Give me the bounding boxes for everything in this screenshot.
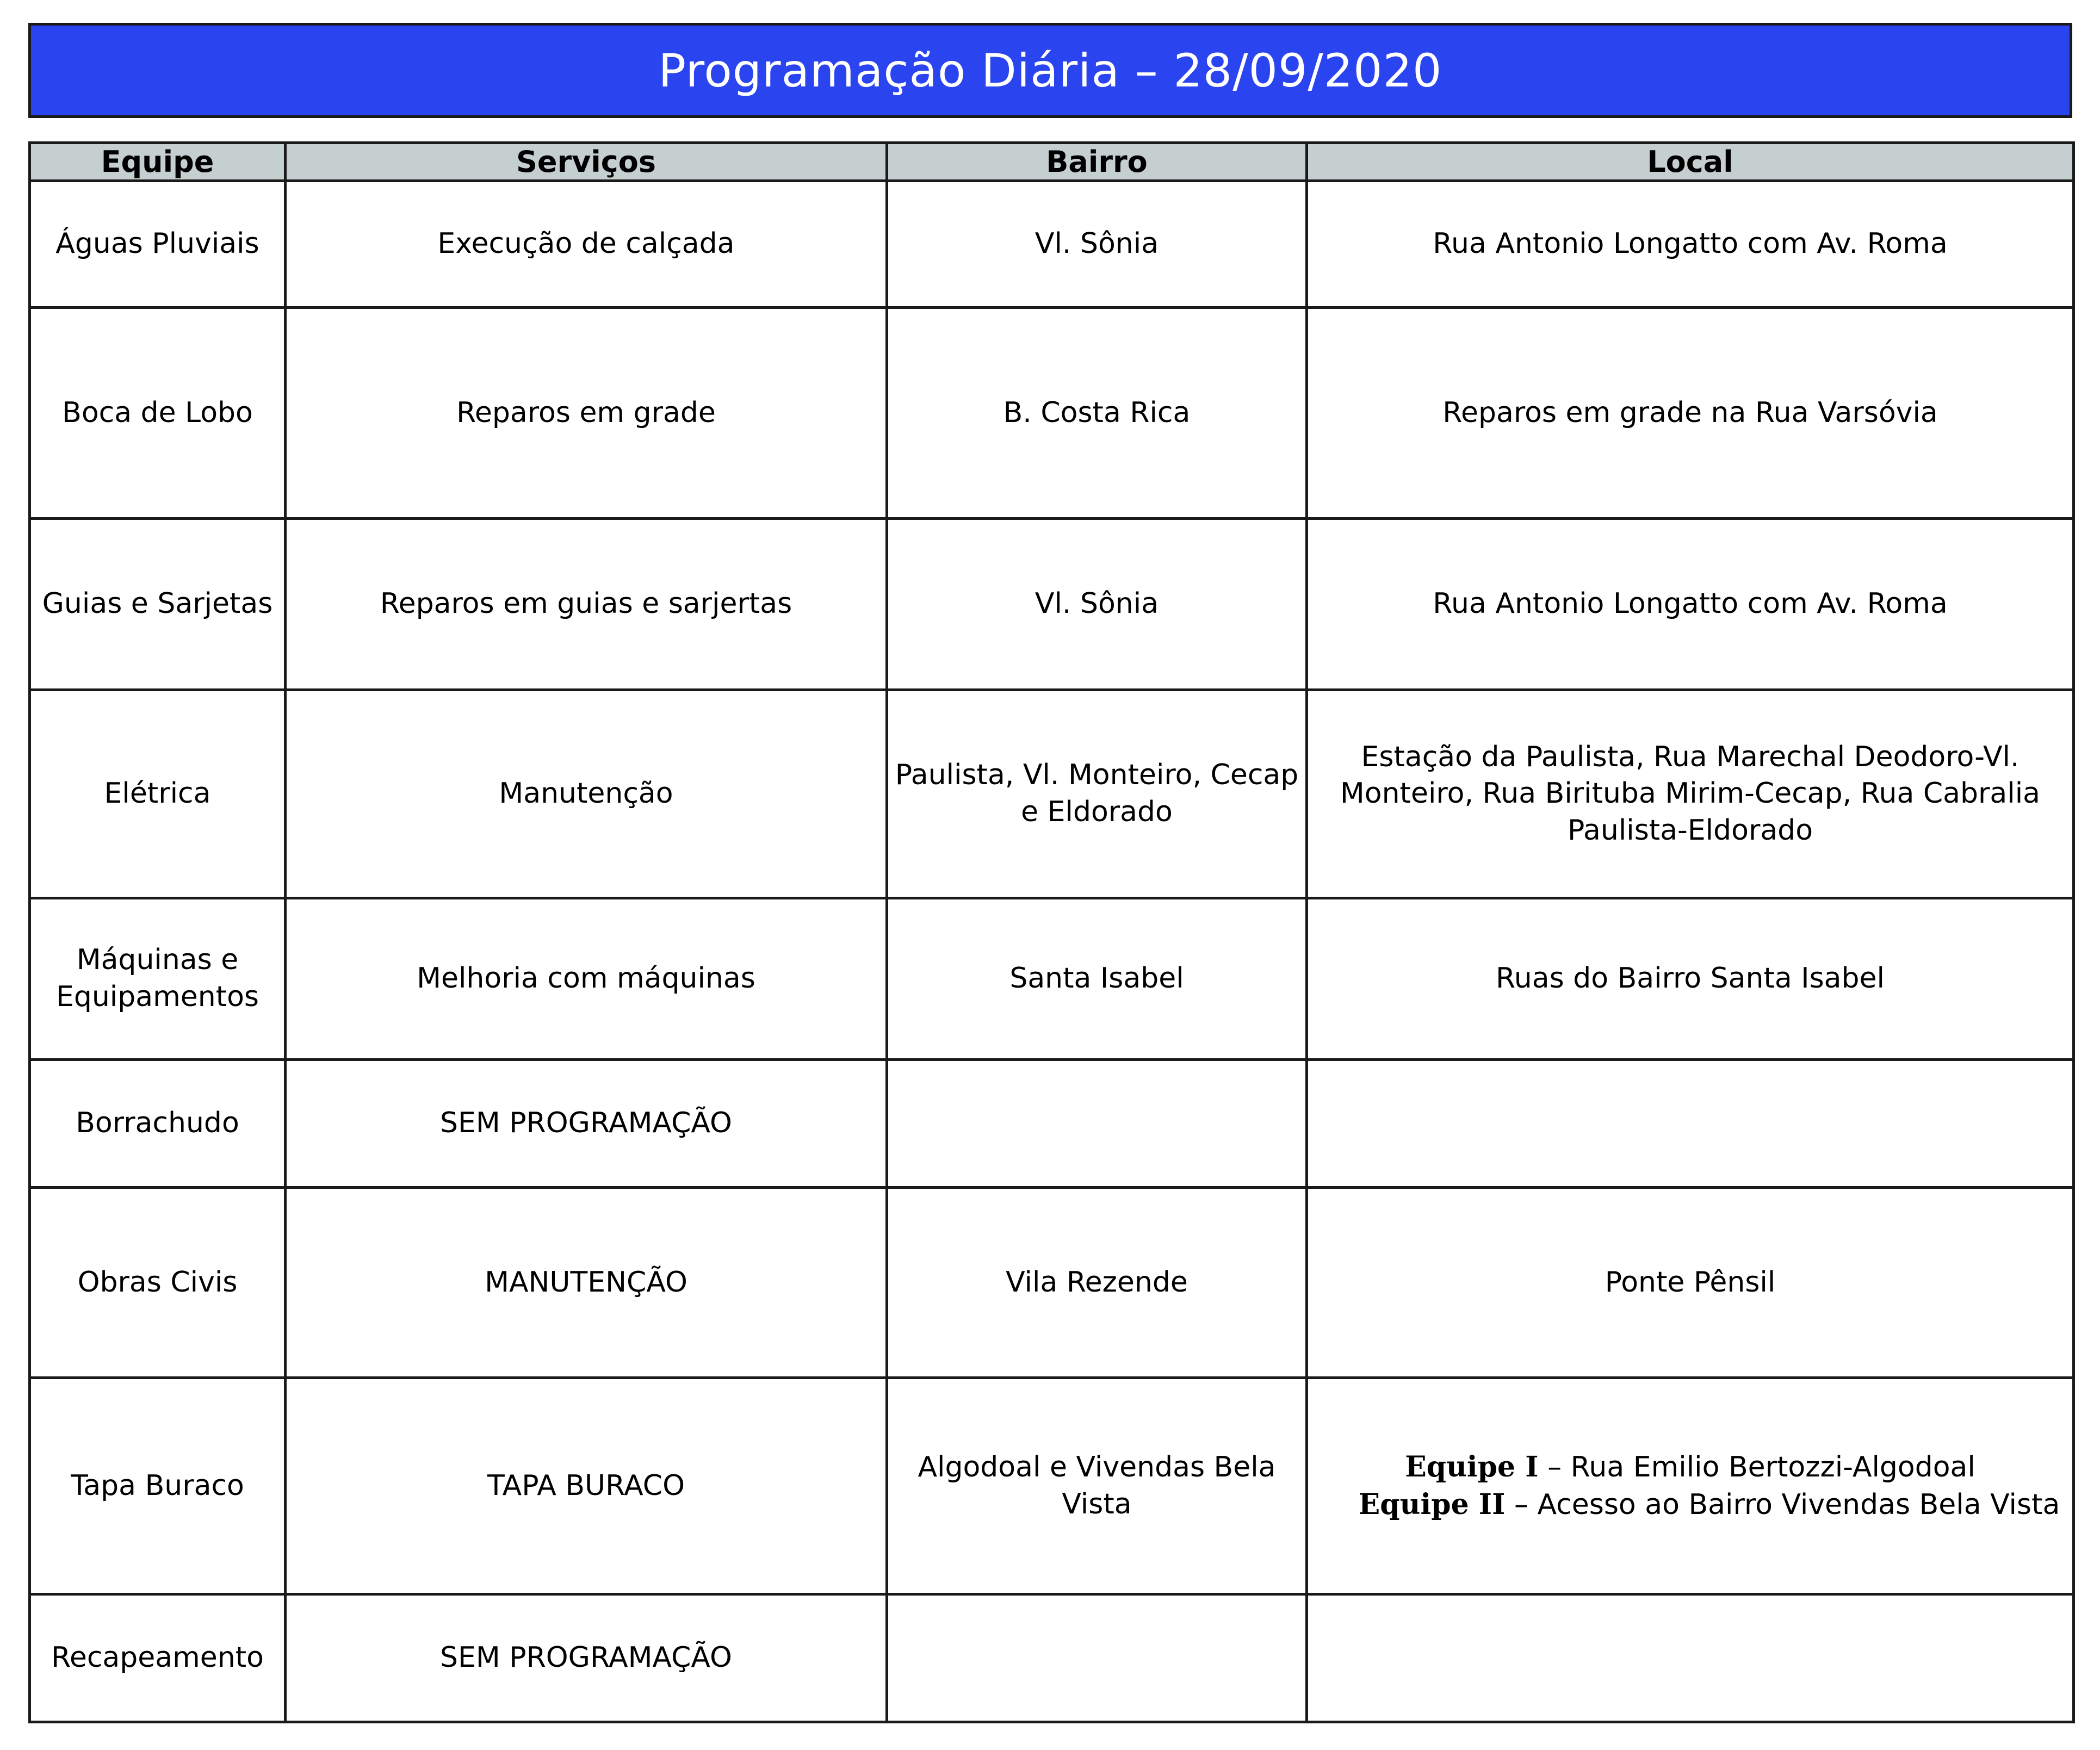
cell-local: Estação da Paulista, Rua Marechal Deodoro-Vl. Monteiro, Rua Birituba Mirim-Cecap, Rua Cabralia Paulista-Eldorado (1307, 690, 2074, 898)
cell-bairro (887, 1060, 1307, 1188)
cell-local (1307, 1060, 2074, 1188)
team-separator: – (1505, 1488, 1538, 1521)
table-row (30, 308, 2074, 519)
cell-bairro (887, 1594, 1307, 1722)
cell-bairro: B. Costa Rica (887, 308, 1307, 519)
cell-bairro: Algodoal e Vivendas Bela Vista (887, 1378, 1307, 1594)
cell-servicos: Reparos em guias e sarjertas (286, 519, 887, 690)
cell-equipe: Recapeamento (30, 1594, 286, 1722)
header-bairro: Bairro (887, 143, 1307, 181)
schedule-table (28, 141, 2075, 1723)
header-servicos: Serviços (286, 143, 887, 181)
table-row (30, 1060, 2074, 1188)
cell-local: Rua Antonio Longatto com Av. Roma (1307, 519, 2074, 690)
table-row (30, 1188, 2074, 1378)
cell-equipe: Elétrica (30, 690, 286, 898)
table-row (30, 181, 2074, 308)
local-team-line (1315, 1449, 2066, 1486)
cell-servicos: TAPA BURACO (286, 1378, 887, 1594)
cell-equipe: Borrachudo (30, 1060, 286, 1188)
cell-servicos: Manutenção (286, 690, 887, 898)
cell-equipe: Máquinas e Equipamentos (30, 898, 286, 1060)
cell-bairro: Vila Rezende (887, 1188, 1307, 1378)
team-separator: – (1538, 1450, 1571, 1484)
cell-equipe: Boca de Lobo (30, 308, 286, 519)
table-row (30, 1594, 2074, 1722)
table-row (30, 1378, 2074, 1594)
cell-local: Rua Antonio Longatto com Av. Roma (1307, 181, 2074, 308)
cell-local (1307, 1378, 2074, 1594)
cell-bairro: Santa Isabel (887, 898, 1307, 1060)
cell-bairro: Vl. Sônia (887, 519, 1307, 690)
cell-local (1307, 1594, 2074, 1722)
header-local: Local (1307, 143, 2074, 181)
team-label: Equipe I (1405, 1450, 1539, 1484)
cell-bairro: Vl. Sônia (887, 181, 1307, 308)
cell-equipe: Guias e Sarjetas (30, 519, 286, 690)
team-location: Rua Emilio Bertozzi-Algodoal (1570, 1450, 1975, 1484)
table-row (30, 898, 2074, 1060)
cell-bairro: Paulista, Vl. Monteiro, Cecap e Eldorado (887, 690, 1307, 898)
header-row (30, 143, 2074, 181)
cell-equipe: Águas Pluviais (30, 181, 286, 308)
cell-local: Ponte Pênsil (1307, 1188, 2074, 1378)
table-row (30, 690, 2074, 898)
cell-servicos: Melhoria com máquinas (286, 898, 887, 1060)
cell-local: Reparos em grade na Rua Varsóvia (1307, 308, 2074, 519)
page-title (28, 23, 2072, 118)
cell-servicos: SEM PROGRAMAÇÃO (286, 1060, 887, 1188)
cell-servicos: Reparos em grade (286, 308, 887, 519)
header-equipe: Equipe (30, 143, 286, 181)
cell-equipe: Obras Civis (30, 1188, 286, 1378)
cell-servicos: MANUTENÇÃO (286, 1188, 887, 1378)
team-location: Acesso ao Bairro Vivendas Bela Vista (1537, 1488, 2060, 1521)
cell-local: Ruas do Bairro Santa Isabel (1307, 898, 2074, 1060)
cell-servicos: Execução de calçada (286, 181, 887, 308)
table-row (30, 519, 2074, 690)
cell-servicos: SEM PROGRAMAÇÃO (286, 1594, 887, 1722)
page-title-text: Programação Diária – 28/09/2020 (658, 44, 1442, 97)
local-team-line (1315, 1486, 2066, 1524)
team-label: Equipe II (1358, 1487, 1506, 1521)
cell-equipe: Tapa Buraco (30, 1378, 286, 1594)
